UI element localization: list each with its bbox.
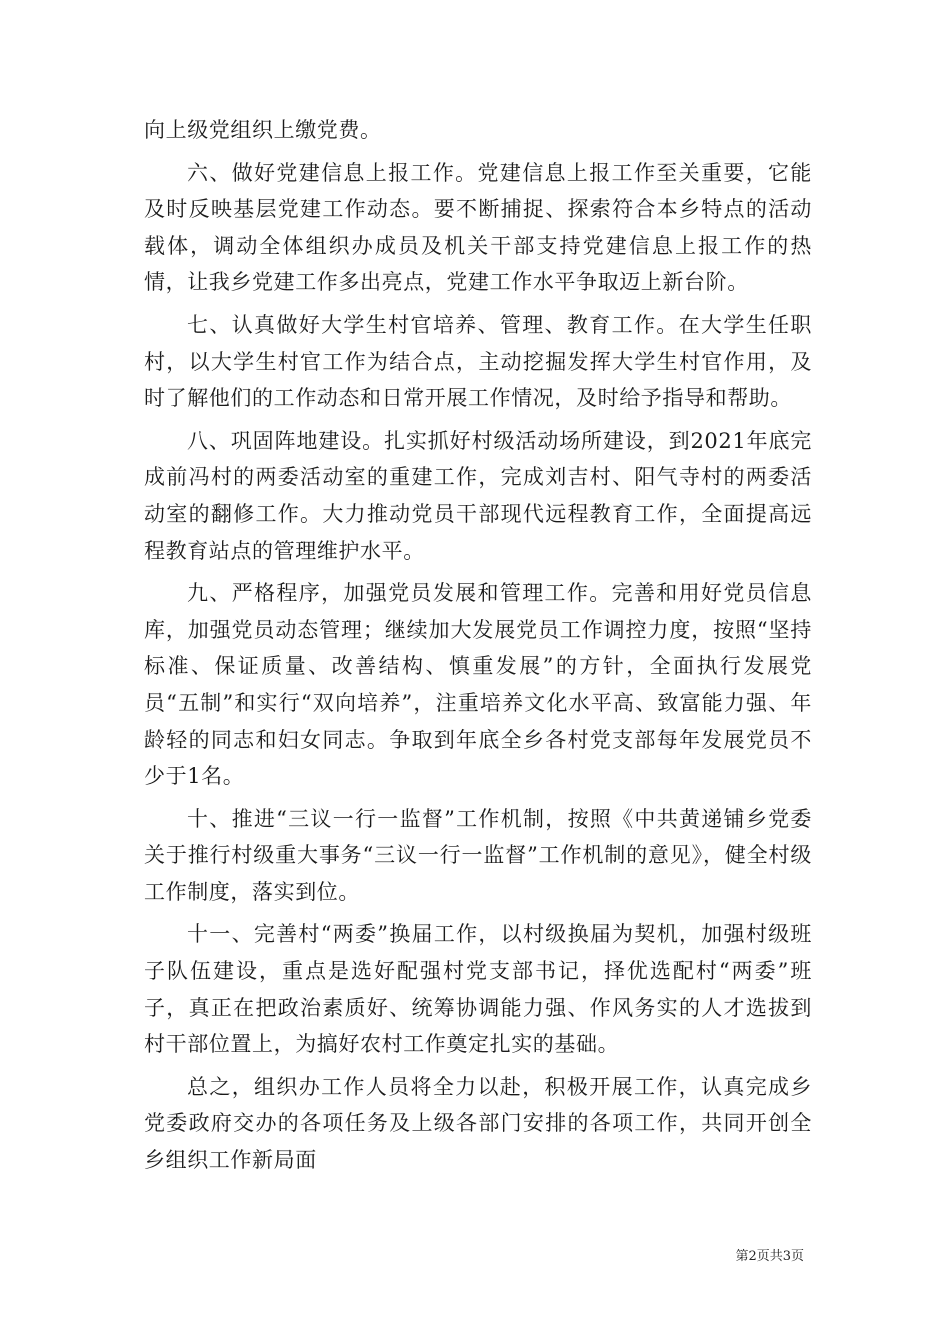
paragraph-party-dues: 向上级党组织上缴党费。 xyxy=(144,118,382,142)
page-number: 第2页共3页 xyxy=(735,1249,804,1264)
document-body xyxy=(144,112,812,1185)
paragraph-conclusion: 总之，组织办工作人员将全力以赴，积极开展工作，认真完成乡党委政府交办的各项任务及上级各部门安排的各项工作，共同开创全乡组织工作新局面 xyxy=(144,1074,812,1173)
paragraph-item-7: 七、认真做好大学生村官培养、管理、教育工作。在大学生任职村，以大学生村官工作为结合点，主动挖掘发挥大学生村官作用，及时了解他们的工作动态和日常开展工作情况，及时给予指导和帮助。 xyxy=(144,312,812,411)
paragraph-item-8: 八、巩固阵地建设。扎实抓好村级活动场所建设，到2021年底完成前冯村的两委活动室的重建工作，完成刘吉村、阳气寺村的两委活动室的翻修工作。大力推动党员干部现代远程教育工作，全面提高远程教育站点的管理维护水平。 xyxy=(144,428,812,563)
paragraph-item-10: 十、推进“三议一行一监督”工作机制，按照《中共黄递铺乡党委关于推行村级重大事务“三议一行一监督”工作机制的意见》，健全村级工作制度，落实到位。 xyxy=(144,806,812,904)
paragraph-item-11: 十一、完善村“两委”换届工作，以村级换届为契机，加强村级班子队伍建设，重点是选好配强村党支部书记，择优选配村“两委”班子，真正在把政治素质好、统筹协调能力强、作风务实的人才选拔到村干部位置上，为搞好农村工作奠定扎实的基础。 xyxy=(144,922,812,1057)
paragraph-item-6: 六、做好党建信息上报工作。党建信息上报工作至关重要，它能及时反映基层党建工作动态。要不断捕捉、探索符合本乡特点的活动载体，调动全体组织办成员及机关干部支持党建信息上报工作的热情，让我乡党建工作多出亮点，党建工作水平争取迈上新台阶。 xyxy=(144,160,812,295)
paragraph-item-9: 九、严格程序，加强党员发展和管理工作。完善和用好党员信息库，加强党员动态管理；继续加大发展党员工作调控力度，按照“坚持标准、保证质量、改善结构、慎重发展”的方针，全面执行发展党员“五制”和实行“双向培养”，注重培养文化水平高、致富能力强、年龄轻的同志和妇女同志。争取到年底全乡各村党支部每年发展党员不少于1名。 xyxy=(144,581,812,789)
